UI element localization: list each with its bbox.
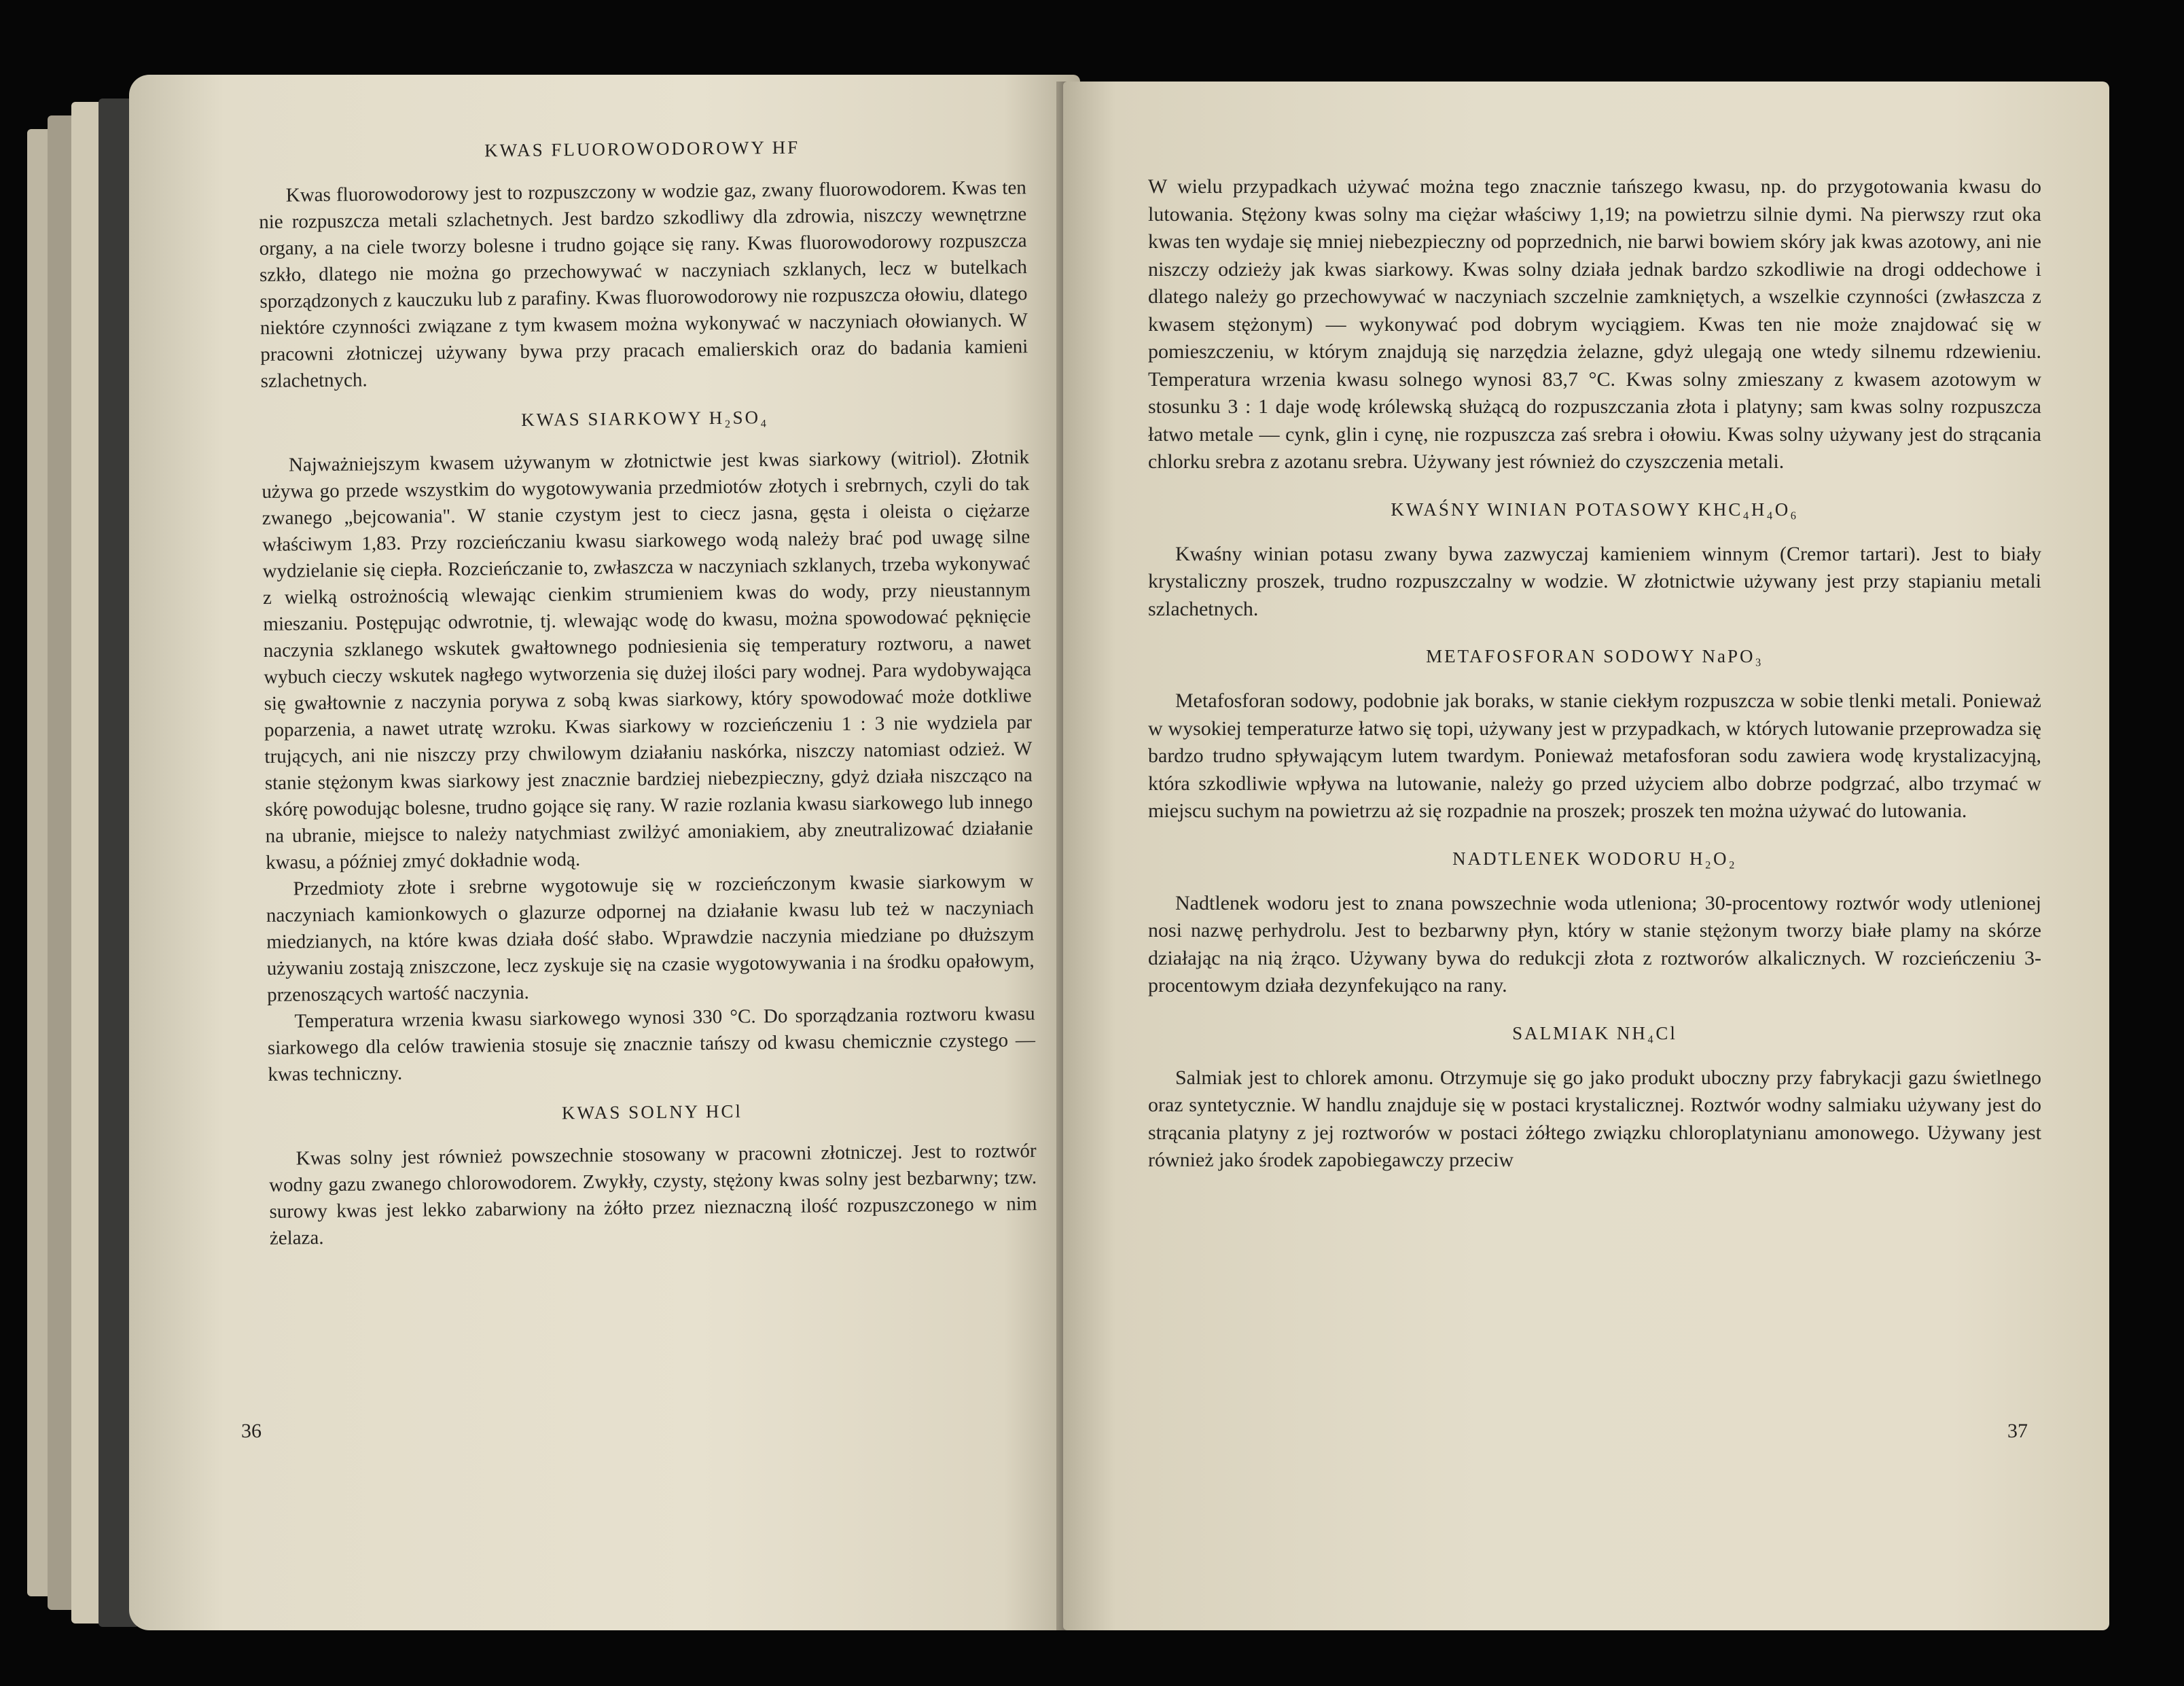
section-heading: METAFOSFORAN SODOWY NaPO₃ [1426,646,1764,666]
section-heading: SALMIAK NH₄Cl [1512,1022,1677,1043]
page-number: 37 [2007,1420,2028,1442]
paragraph: Salmiak jest to chlorek amonu. Otrzymuje się go jako produkt uboczny przy fabrykacji gazu świetlnego oraz syntetycznie. W handlu znajduje się w postaci krystalicznej. Roztwór wodny salmiaku używany jest do strącania platyny z jej roztworów w postaci żółtego związku chloroplatynianu amonowego. Używany jest również jako środek zapobiegawczy przeciw [1148,1066,2041,1171]
paragraph: Najważniejszym kwasem używanym w złotnictwie jest kwas siarkowy (witriol). Złotnik używa go przede wszystkim do wygotowywania przedmiotów złotych i srebrnych, czyli do tak zwanego „bejcowania". W stanie czystym jest to ciecz jasna, gęsta i oleista o ciężarze właściwym 1,83. Przy rozcieńczaniu kwasu siarkowego wodą należy brać pod uwagę silne wydzielanie się ciepła. Rozcieńczanie to, zwłaszcza w naczyniach szklanych, trzeba wykonywać z wielką ostrożnością wlewając cienkim strumieniem kwas do wody, przy nieustannym mieszaniu. Postępując odwrotnie, tj. wlewając wodę do kwasu, można spowodować pęknięcie naczynia szklanego wskutek gwałtownego podniesienia się temperatury roztworu, a nawet wybuch cieczy wskutek nagłego wytworzenia się dużej ilości pary wodnej. Para wydobywająca się gwałtownie z naczynia porywa z sobą kwas siarkowy, który spowodować może dotkliwe poparzenia, a nawet utratę wzroku. Kwas siarkowy w rozcieńczeniu 1 : 3 nie wydziela par trujących, ani nie niszczy przy chwilowym działaniu naskórka, niszczy natomiast odzież. W stanie stężonym kwas siarkowy jest znacznie bardziej niebezpieczny, gdyż działa niszcząco na skórę powodując bolesne, trudno gojące się rany. W razie rozlania kwasu siarkowego lub innego na ubranie, miejsce to należy natychmiast zwilżyć amoniakiem, aby zneutralizować działanie kwasu, a później zmyć dokładnie wodą. [262,446,1033,874]
right-page [1063,82,2109,1630]
paragraph: Metafosforan sodowy, podobnie jak boraks, w stanie ciekłym rozpuszcza w sobie tlenki metali. Ponieważ w wysokiej temperaturze łatwo się topi, używany jest w przypadkach, w których lutowanie przeprowadza się bardzo trudno spływającym lutem twardym. Ponieważ metafosforan sodu zawiera wodę krystalizacyjną, która szkodliwie wpływa na lutowanie, należy go przed użyciem albo dobrze podgrzać, albo trzymać w miejscu suchym na powietrzu aż się rozpadnie na proszek; proszek ten można używać do lutowania. [1148,689,2041,822]
section-heading: NADTLENEK WODORU H₂O₂ [1452,848,1737,869]
left-page-text [258,134,1037,1252]
section-heading: KWAS SOLNY HCl [561,1100,743,1124]
paragraph: Przedmioty złote i srebrne wygotowuje się w rozcieńczonym kwasie siarkowym w naczyniach kamionkowych o glazurze odpornej na działanie kwasu lub też w naczyniach miedzianych, na które kwas działa dość słabo. Wprawdzie naczynia miedziane po dłuższym używaniu zostają zniszczone, lecz zyskuje się na czasie wygotowywania i na środku opałowym, przenoszących wartość naczynia. [266,870,1035,1006]
paragraph: Nadtlenek wodoru jest to znana powszechnie woda utleniona; 30-procentowy roztwór wody utlenionej nosi nazwę perhydrolu. Jest to bezbarwny płyn, który w stanie stężonym tworzy białe plamy na skórze działając na nią żrąco. Używany bywa do redukcji złota z roztworów alkalicznych. W rozcieńczeniu 3-procentowym działa dezynfekująco na rany. [1148,891,2041,997]
section-heading: KWAŚNY WINIAN POTASOWY KHC₄H₄O₆ [1391,499,1799,520]
paragraph: Kwas fluorowodorowy jest to rozpuszczony w wodzie gaz, zwany fluorowodorem. Kwas ten nie rozpuszcza metali szlachetnych. Jest bardzo szkodliwy dla zdrowia, niszczy wewnętrzne organy, a na ciele tworzy bolesne i trudno gojące się rany. Kwas fluorowodorowy rozpuszcza szkło, dlatego nie można go przechowywać w naczyniach szklanych, lecz w butelkach sporządzonych z kauczuku lub z parafiny. Kwas fluorowodorowy nie rozpuszcza ołowiu, dlatego niektóre czynności związane z tym kwasem można wykonywać w naczyniach ołowianych. W pracowni złotniczej używany bywa przy pracach emalierskich oraz do badania kamieni szlachetnych. [259,177,1028,392]
paragraph: Kwaśny winian potasu zwany bywa zazwyczaj kamieniem winnym (Cremor tartari). Jest to biały krystaliczny proszek, trudno rozpuszczalny w wodzie. W złotnictwie używany jest przy stapianiu metali szlachetnych. [1148,542,2041,620]
section-heading: KWAS FLUOROWODOROWY HF [484,137,800,161]
paragraph: Kwas solny jest również powszechnie stosowany w pracowni złotniczej. Jest to roztwór wodny gazu zwanego chlorowodorem. Zwykły, czysty, stężony kwas solny jest bezbarwny; tzw. surowy kwas jest lekko zabarwiony na żółto przez nieznaczną ilość rozpuszczonego w nim żelaza. [268,1140,1037,1249]
page-number: 36 [241,1420,262,1442]
section-heading: KWAS SIARKOWY H₂SO₄ [520,407,769,430]
paragraph: W wielu przypadkach używać można tego znacznie tańszego kwasu, np. do przygotowania kwasu do lutowania. Stężony kwas solny ma ciężar właściwy 1,19; na powietrzu silnie dymi. Na pierwszy rzut oka kwas ten wydaje się mniej niebezpieczny od poprzednich, nie barwi bowiem skóry jak kwas azotowy, ani nie niszczy odzieży jak kwas siarkowy. Kwas solny działa jednak bardzo szkodliwie na drogi oddechowe i dlatego należy go przechowywać w naczyniach szczelnie zamkniętych, a wszelkie czynności (zwłaszcza z kwasem stężonym) — wykonywać pod dobrym wyciągiem. Kwas ten nie może znajdować się w pomieszczeniu, w którym znajdują się narzędzia żelazne, gdyż ulegają one wtedy silnemu rdzewieniu. Temperatura wrzenia kwasu solnego wynosi 83,7 °C. Kwas solny zmieszany z kwasem azotowym w stosunku 3 : 1 daje wodę królewską służącą do rozpuszczania złota i platyny; sam kwas solny rozpuszcza łatwo metale — cynk, glin i cynę, nie rozpuszcza zaś srebra i ołowiu. Kwas solny używany jest do strącania chlorku srebra z azotanu srebra. Używany jest również do czyszczenia metali. [1148,175,2041,473]
paragraph: Temperatura wrzenia kwasu siarkowego wynosi 330 °C. Do sporządzania roztworu kwasu siarkowego dla celów trawienia stosuje się znacznie tańszy od kwasu chemicznie czystego — kwas techniczny. [267,1003,1036,1086]
left-page [129,75,1080,1630]
